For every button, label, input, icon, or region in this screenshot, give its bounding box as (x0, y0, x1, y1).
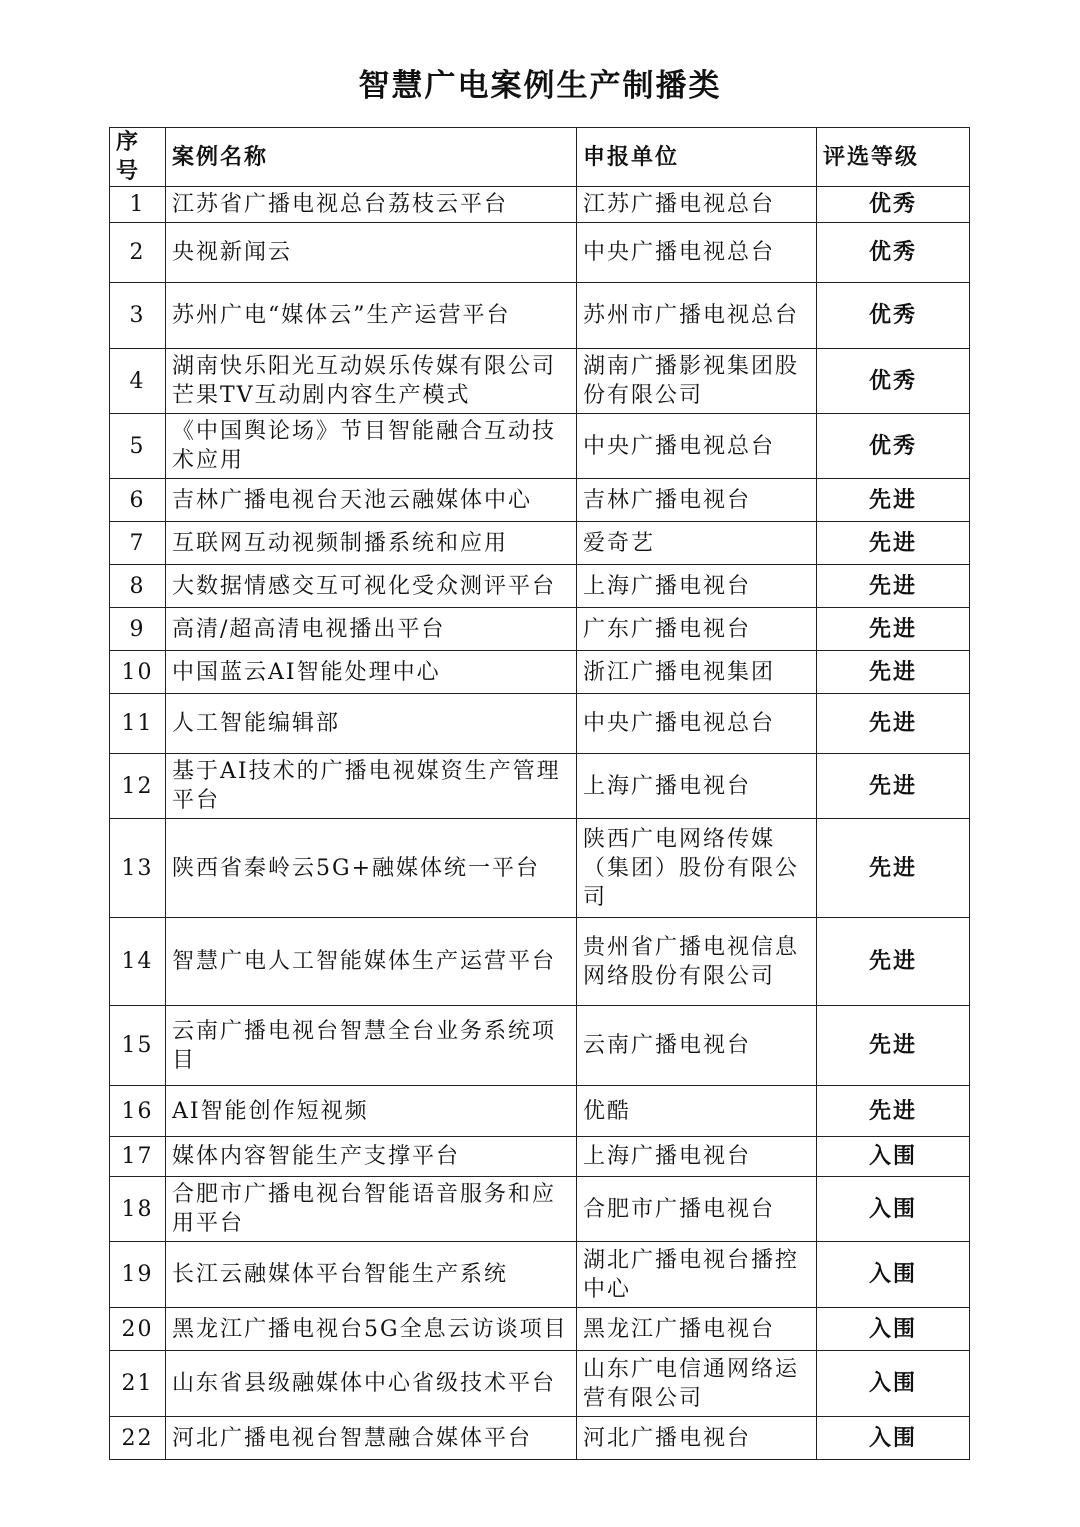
rating-level: 优秀 (817, 414, 970, 479)
header-name: 案例名称 (166, 128, 577, 187)
table-row (110, 414, 970, 479)
row-num: 7 (110, 522, 166, 565)
case-name: 媒体内容智能生产支撑平台 (166, 1137, 577, 1177)
case-name: 智慧广电人工智能媒体生产运营平台 (166, 918, 577, 1006)
rating-level: 入围 (817, 1351, 970, 1417)
row-num: 16 (110, 1086, 166, 1137)
case-name: 云南广播电视台智慧全台业务系统项目 (166, 1006, 577, 1086)
reporting-unit: 黑龙江广播电视台 (577, 1308, 817, 1351)
row-num: 21 (110, 1351, 166, 1417)
reporting-unit: 优酷 (577, 1086, 817, 1137)
table-row (110, 1417, 970, 1460)
table-row (110, 1137, 970, 1177)
rating-level: 先进 (817, 754, 970, 819)
reporting-unit: 上海广播电视台 (577, 1137, 817, 1177)
row-num: 20 (110, 1308, 166, 1351)
rating-level: 先进 (817, 651, 970, 694)
case-name: 人工智能编辑部 (166, 694, 577, 754)
reporting-unit: 云南广播电视台 (577, 1006, 817, 1086)
table-row (110, 479, 970, 522)
rating-level: 先进 (817, 608, 970, 651)
table-row (110, 608, 970, 651)
case-name: AI智能创作短视频 (166, 1086, 577, 1137)
rating-level: 先进 (817, 1086, 970, 1137)
reporting-unit: 广东广播电视台 (577, 608, 817, 651)
row-num: 3 (110, 283, 166, 349)
rating-level: 先进 (817, 819, 970, 918)
case-name: 吉林广播电视台天池云融媒体中心 (166, 479, 577, 522)
header-level: 评选等级 (817, 128, 970, 187)
case-name: 合肥市广播电视台智能语音服务和应用平台 (166, 1177, 577, 1242)
case-name: 央视新闻云 (166, 223, 577, 283)
rating-level: 先进 (817, 918, 970, 1006)
reporting-unit: 吉林广播电视台 (577, 479, 817, 522)
case-table (109, 127, 970, 1460)
reporting-unit: 山东广电信通网络运营有限公司 (577, 1351, 817, 1417)
table-row (110, 651, 970, 694)
case-name: 高清/超高清电视播出平台 (166, 608, 577, 651)
reporting-unit: 上海广播电视台 (577, 565, 817, 608)
table-row (110, 1308, 970, 1351)
row-num: 22 (110, 1417, 166, 1460)
row-num: 1 (110, 187, 166, 223)
reporting-unit: 河北广播电视台 (577, 1417, 817, 1460)
table-row (110, 694, 970, 754)
row-num: 9 (110, 608, 166, 651)
reporting-unit: 贵州省广播电视信息网络股份有限公司 (577, 918, 817, 1006)
table-header-row (110, 128, 970, 187)
row-num: 8 (110, 565, 166, 608)
rating-level: 优秀 (817, 283, 970, 349)
rating-level: 入围 (817, 1417, 970, 1460)
row-num: 14 (110, 918, 166, 1006)
row-num: 2 (110, 223, 166, 283)
row-num: 10 (110, 651, 166, 694)
case-name: 山东省县级融媒体中心省级技术平台 (166, 1351, 577, 1417)
case-name: 苏州广电“媒体云”生产运营平台 (166, 283, 577, 349)
table-row (110, 1177, 970, 1242)
row-num: 5 (110, 414, 166, 479)
rating-level: 先进 (817, 522, 970, 565)
reporting-unit: 上海广播电视台 (577, 754, 817, 819)
row-num: 17 (110, 1137, 166, 1177)
row-num: 12 (110, 754, 166, 819)
table-row (110, 819, 970, 918)
reporting-unit: 浙江广播电视集团 (577, 651, 817, 694)
case-name: 湖南快乐阳光互动娱乐传媒有限公司芒果TV互动剧内容生产模式 (166, 349, 577, 414)
row-num: 4 (110, 349, 166, 414)
rating-level: 先进 (817, 565, 970, 608)
reporting-unit: 中央广播电视总台 (577, 694, 817, 754)
table-row (110, 283, 970, 349)
reporting-unit: 中央广播电视总台 (577, 223, 817, 283)
table-row (110, 223, 970, 283)
case-name: 河北广播电视台智慧融合媒体平台 (166, 1417, 577, 1460)
page-title: 智慧广电案例生产制播类 (358, 68, 722, 104)
case-name: 基于AI技术的广播电视媒资生产管理平台 (166, 754, 577, 819)
table-row (110, 187, 970, 223)
rating-level: 入围 (817, 1308, 970, 1351)
case-name: 互联网互动视频制播系统和应用 (166, 522, 577, 565)
table-row (110, 565, 970, 608)
reporting-unit: 湖北广播电视台播控中心 (577, 1242, 817, 1308)
case-name: 中国蓝云AI智能处理中心 (166, 651, 577, 694)
rating-level: 优秀 (817, 187, 970, 223)
table-row (110, 1086, 970, 1137)
reporting-unit: 合肥市广播电视台 (577, 1177, 817, 1242)
reporting-unit: 爱奇艺 (577, 522, 817, 565)
rating-level: 入围 (817, 1177, 970, 1242)
reporting-unit: 陕西广电网络传媒（集团）股份有限公司 (577, 819, 817, 918)
case-name: 长江云融媒体平台智能生产系统 (166, 1242, 577, 1308)
row-num: 18 (110, 1177, 166, 1242)
row-num: 15 (110, 1006, 166, 1086)
reporting-unit: 苏州市广播电视总台 (577, 283, 817, 349)
table-row (110, 349, 970, 414)
table-row (110, 1242, 970, 1308)
reporting-unit: 江苏广播电视总台 (577, 187, 817, 223)
table-row (110, 1351, 970, 1417)
header-num: 序号 (110, 128, 166, 187)
case-name: 陕西省秦岭云5G+融媒体统一平台 (166, 819, 577, 918)
case-name: 江苏省广播电视总台荔枝云平台 (166, 187, 577, 223)
rating-level: 入围 (817, 1242, 970, 1308)
row-num: 11 (110, 694, 166, 754)
row-num: 6 (110, 479, 166, 522)
rating-level: 优秀 (817, 349, 970, 414)
case-name: 黑龙江广播电视台5G全息云访谈项目 (166, 1308, 577, 1351)
rating-level: 先进 (817, 479, 970, 522)
reporting-unit: 湖南广播影视集团股份有限公司 (577, 349, 817, 414)
table-row (110, 918, 970, 1006)
rating-level: 入围 (817, 1137, 970, 1177)
row-num: 13 (110, 819, 166, 918)
table-row (110, 522, 970, 565)
table-row (110, 1006, 970, 1086)
case-name: 大数据情感交互可视化受众测评平台 (166, 565, 577, 608)
header-unit: 申报单位 (577, 128, 817, 187)
row-num: 19 (110, 1242, 166, 1308)
reporting-unit: 中央广播电视总台 (577, 414, 817, 479)
rating-level: 优秀 (817, 223, 970, 283)
rating-level: 先进 (817, 694, 970, 754)
case-name: 《中国舆论场》节目智能融合互动技术应用 (166, 414, 577, 479)
rating-level: 先进 (817, 1006, 970, 1086)
table-row (110, 754, 970, 819)
